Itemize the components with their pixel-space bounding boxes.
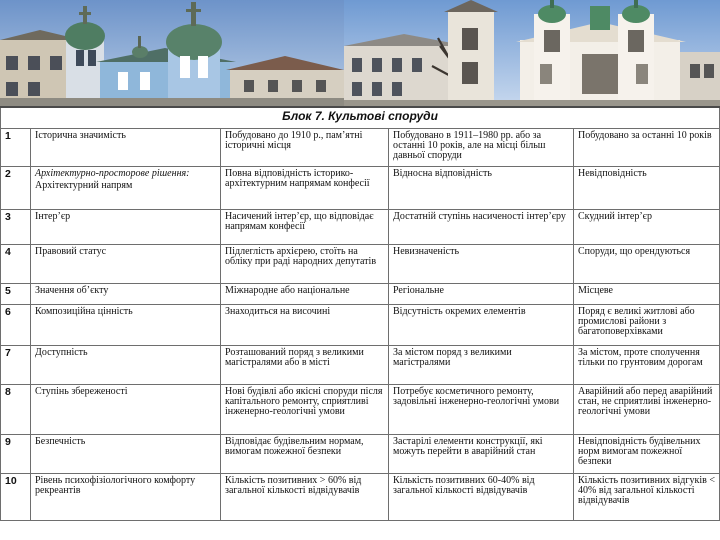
high-value-cell: Розташований поряд з великими магістралями або в місті bbox=[221, 346, 389, 385]
table-row bbox=[1, 305, 720, 346]
high-value-cell: Кількість позитивних > 60% від загальної кількості відвідувачів bbox=[221, 474, 389, 521]
medium-value-cell: Відносна відповідність bbox=[389, 167, 574, 210]
criterion-cell: Доступність bbox=[31, 346, 221, 385]
criterion-cell: Інтер’єр bbox=[31, 210, 221, 245]
low-value-cell: Споруди, що орендуються bbox=[574, 245, 720, 284]
low-value-cell: Невідповідність будівельних норм вимогам пожежної безпеки bbox=[574, 435, 720, 474]
medium-value-cell: Регіональне bbox=[389, 284, 574, 305]
medium-value-cell: Достатній ступінь насиченості інтер’єру bbox=[389, 210, 574, 245]
medium-value-cell: За містом поряд з великими магістралями bbox=[389, 346, 574, 385]
row-number: 4 bbox=[1, 245, 31, 284]
table-row bbox=[1, 245, 720, 284]
medium-value-cell: Відсутність окремих елементів bbox=[389, 305, 574, 346]
criterion-cell: Правовий статус bbox=[31, 245, 221, 284]
row-number: 8 bbox=[1, 385, 31, 435]
table-row bbox=[1, 435, 720, 474]
low-value-cell: Поряд є великі житлові або промислові райони з багатоповерхівками bbox=[574, 305, 720, 346]
row-number: 3 bbox=[1, 210, 31, 245]
table-row bbox=[1, 210, 720, 245]
high-value-cell: Міжнародне або національне bbox=[221, 284, 389, 305]
medium-value-cell: Кількість позитивних 60-40% від загальної кількості відвідувачів bbox=[389, 474, 574, 521]
row-number: 7 bbox=[1, 346, 31, 385]
low-value-cell: За містом, проте сполучення тільки по грунтовим дорогам bbox=[574, 346, 720, 385]
criterion-cell: Ступінь збереженості bbox=[31, 385, 221, 435]
row-number: 1 bbox=[1, 129, 31, 167]
table-title: Блок 7. Культові споруди bbox=[1, 107, 720, 129]
high-value-cell: Повна відповідність історико-архітектурним напрямам конфесії bbox=[221, 167, 389, 210]
right-church-photo bbox=[344, 0, 720, 106]
criterion-subtitle: Архітектурний напрям bbox=[35, 180, 133, 191]
low-value-cell: Місцеве bbox=[574, 284, 720, 305]
high-value-cell: Насичений інтер’єр, що відповідає напрямам конфесії bbox=[221, 210, 389, 245]
low-value-cell: Кількість позитивних відгуків < 40% від загальної кількості відвідувачів bbox=[574, 474, 720, 521]
row-number: 6 bbox=[1, 305, 31, 346]
low-value-cell: Невідповідність bbox=[574, 167, 720, 210]
row-number: 2 bbox=[1, 167, 31, 210]
church-photo-banner bbox=[0, 0, 720, 106]
high-value-cell: Нові будівлі або якісні споруди після капітального ремонту, сприятливі інженерно-геологічні умови bbox=[221, 385, 389, 435]
criterion-title: Архітектурно-просторове рішення: bbox=[35, 168, 190, 179]
high-value-cell: Знаходиться на височині bbox=[221, 305, 389, 346]
table-row bbox=[1, 129, 720, 167]
criterion-cell: Історична значимість bbox=[31, 129, 221, 167]
criterion-cell bbox=[31, 167, 221, 210]
criterion-cell: Значення об’єкту bbox=[31, 284, 221, 305]
row-number: 10 bbox=[1, 474, 31, 521]
medium-value-cell: Побудовано в 1911–1980 рр. або за останні 10 років, але на місці більш давньої споруди bbox=[389, 129, 574, 167]
high-value-cell: Підлеглість архієрею, стоїть на обліку при раді народних депутатів bbox=[221, 245, 389, 284]
criterion-cell: Композиційна цінність bbox=[31, 305, 221, 346]
row-number: 5 bbox=[1, 284, 31, 305]
criterion-cell: Безпечність bbox=[31, 435, 221, 474]
medium-value-cell: Потребує косметичного ремонту, задовільні інженерно-геологічні умови bbox=[389, 385, 574, 435]
high-value-cell: Побудовано до 1910 р., пам’ятні історичні місця bbox=[221, 129, 389, 167]
row-number: 9 bbox=[1, 435, 31, 474]
criteria-table bbox=[0, 106, 720, 521]
medium-value-cell: Застарілі елементи конструкції, які можуть перейти в аварійний стан bbox=[389, 435, 574, 474]
table-row bbox=[1, 167, 720, 210]
criterion-cell: Рівень психофізіологічного комфорту рекреантів bbox=[31, 474, 221, 521]
medium-value-cell: Невизначеність bbox=[389, 245, 574, 284]
low-value-cell: Скудний інтер’єр bbox=[574, 210, 720, 245]
criteria-table-container bbox=[0, 106, 720, 540]
high-value-cell: Відповідає будівельним нормам, вимогам пожежної безпеки bbox=[221, 435, 389, 474]
table-row bbox=[1, 284, 720, 305]
table-row bbox=[1, 474, 720, 521]
table-row bbox=[1, 346, 720, 385]
low-value-cell: Побудовано за останні 10 років bbox=[574, 129, 720, 167]
low-value-cell: Аварійний або перед аварійний стан, не сприятливі інженерно-геологічні умови bbox=[574, 385, 720, 435]
table-row bbox=[1, 385, 720, 435]
left-church-photo bbox=[0, 0, 344, 106]
